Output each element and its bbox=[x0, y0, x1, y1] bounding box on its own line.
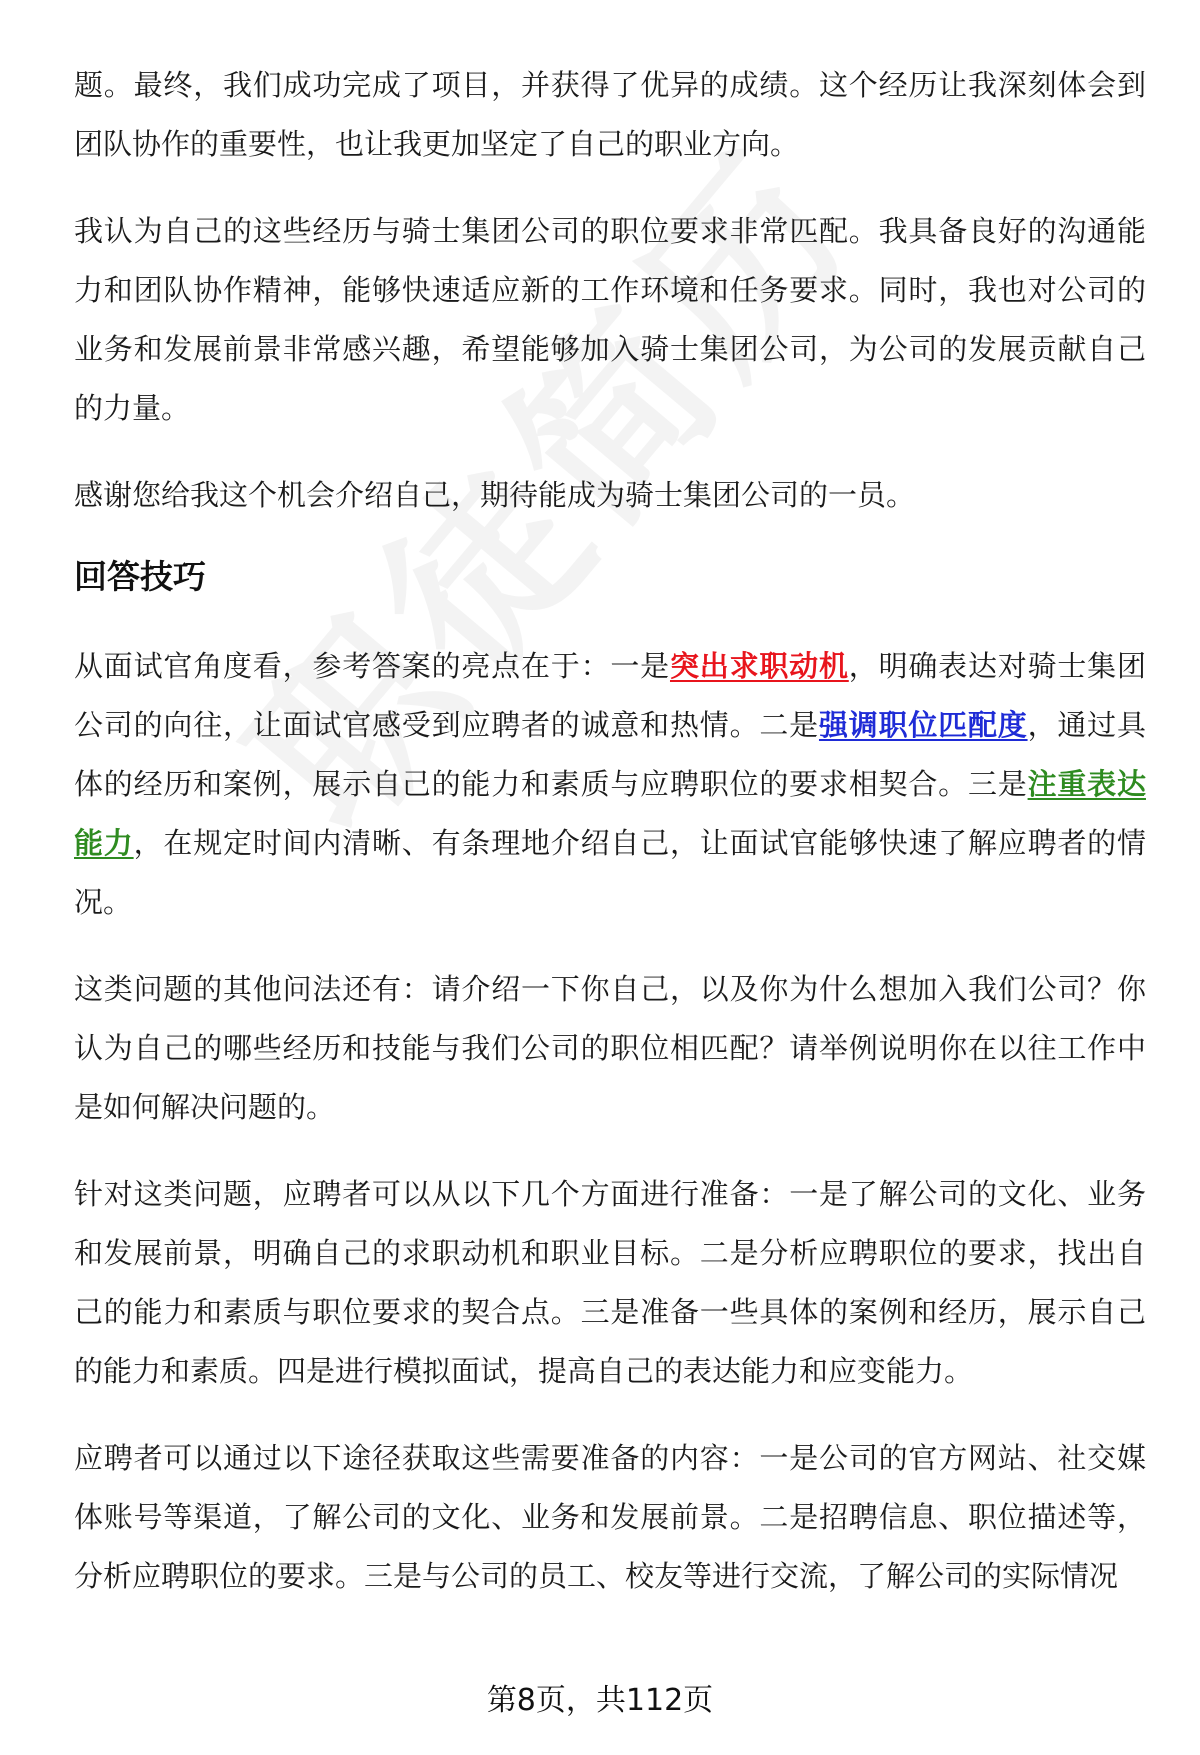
paragraph-project-conclusion: 题。最终，我们成功完成了项目，并获得了优异的成绩。这个经历让我深刻体会到团队协作的重要性，也让我更加坚定了自己的职业方向。 bbox=[74, 68, 1146, 161]
paragraph-alternative-questions: 这类问题的其他问法还有：请介绍一下你自己，以及你为什么想加入我们公司？你认为自己的哪些经历和技能与我们公司的职位相匹配？请举例说明你在以往工作中是如何解决问题的。 bbox=[74, 972, 1146, 1124]
section-title: 回答技巧 bbox=[74, 557, 206, 596]
paragraph-job-match: 我认为自己的这些经历与骑士集团公司的职位要求非常匹配。我具备良好的沟通能力和团队协作精神，能够快速适应新的工作环境和任务要求。同时，我也对公司的业务和发展前景非常感兴趣，希望能够加入骑士集团公司，为公司的发展贡献自己的力量。 bbox=[74, 214, 1146, 425]
paragraph-thanks: 感谢您给我这个机会介绍自己，期待能成为骑士集团公司的一员。 bbox=[74, 478, 916, 512]
document-body bbox=[74, 56, 1146, 1634]
paragraph-preparation: 针对这类问题，应聘者可以从以下几个方面进行准备：一是了解公司的文化、业务和发展前景，明确自己的求职动机和职业目标。二是分析应聘职位的要求，找出自己的能力和素质与职位要求的契合点。三是准备一些具体的案例和经历，展示自己的能力和素质。四是进行模拟面试，提高自己的表达能力和应变能力。 bbox=[74, 1177, 1146, 1388]
tips-text-3: ，通过具体的经历和案例，展示自己的能力和素质与应聘职位的要求相契合。三是 bbox=[74, 708, 1146, 801]
highlight-position-match: 强调职位匹配度 bbox=[818, 708, 1028, 742]
paragraph-information-sources: 应聘者可以通过以下途径获取这些需要准备的内容：一是公司的官方网站、社交媒体账号等渠道，了解公司的文化、业务和发展前景。二是招聘信息、职位描述等，分析应聘职位的要求。三是与公司的员工、校友等进行交流，了解公司的实际情况 bbox=[74, 1441, 1146, 1593]
tips-text-2: ，明确表达对骑士集团公司的向往，让面试官感受到应聘者的诚意和热情。二是 bbox=[74, 649, 1146, 742]
tips-text-4: ，在规定时间内清晰、有条理地介绍自己，让面试官能够快速了解应聘者的情况。 bbox=[74, 826, 1146, 919]
highlight-job-motivation: 突出求职动机 bbox=[669, 649, 849, 683]
tips-text-1: 从面试官角度看，参考答案的亮点在于：一是 bbox=[74, 649, 670, 683]
paragraph-answer-tips bbox=[74, 637, 1146, 932]
highlight-expression-ability: 注重表达能力 bbox=[74, 767, 1146, 860]
page-number-footer: 第8页，共112页 bbox=[486, 1683, 714, 1718]
